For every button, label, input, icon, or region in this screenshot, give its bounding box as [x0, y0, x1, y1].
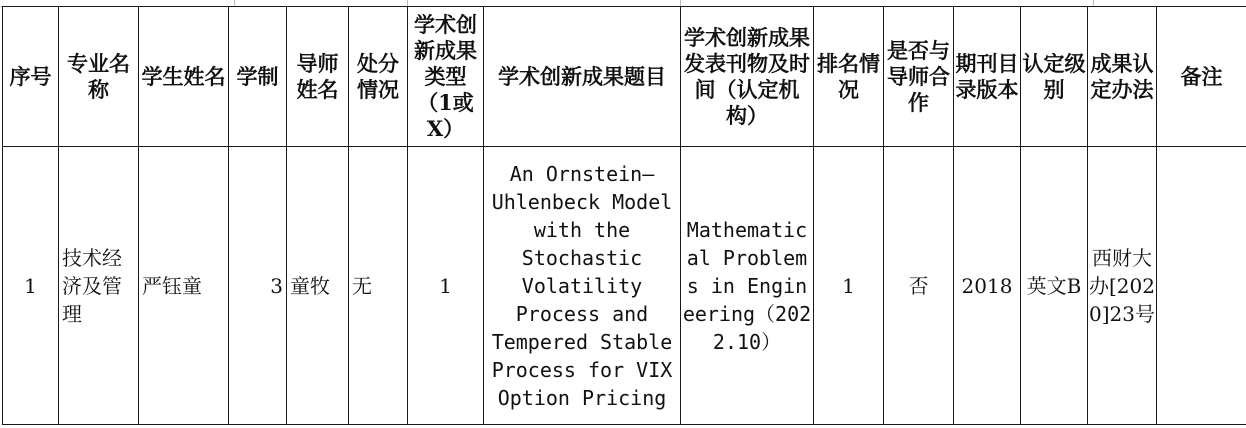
header-coauthor: 是否与导师合作 — [884, 7, 954, 147]
header-remark: 备注 — [1157, 7, 1246, 147]
cell-advisor: 童牧 — [287, 147, 349, 425]
cell-major: 技术经济及管理 — [59, 147, 139, 425]
cell-seq: 1 — [3, 147, 59, 425]
header-discipline: 处分情况 — [349, 7, 408, 147]
results-table — [2, 6, 1246, 425]
header-version: 期刊目录版本 — [954, 7, 1021, 147]
header-row — [3, 7, 1246, 147]
cell-remark — [1157, 147, 1246, 425]
header-duration: 学制 — [229, 7, 287, 147]
cell-method: 西财大办[2020]23号 — [1088, 147, 1157, 425]
cell-type: 1 — [408, 147, 484, 425]
cell-title: An Ornstein–Uhlenbeck Model with the Stochastic Volatility Process and Tempered Stable Process for VIX Option Pricing — [484, 147, 681, 425]
cell-discipline: 无 — [349, 147, 408, 425]
cell-student: 严钰童 — [139, 147, 229, 425]
header-rank: 排名情况 — [814, 7, 884, 147]
header-student: 学生姓名 — [139, 7, 229, 147]
header-title: 学术创新成果题目 — [484, 7, 681, 147]
cell-duration: 3 — [229, 147, 287, 425]
cell-coauthor: 否 — [884, 147, 954, 425]
header-seq: 序号 — [3, 7, 59, 147]
cell-journal: Mathematical Problems in Engineering（2022.10） — [681, 147, 814, 425]
header-level: 认定级别 — [1021, 7, 1088, 147]
cell-version: 2018 — [954, 147, 1021, 425]
header-advisor: 导师姓名 — [287, 7, 349, 147]
cell-level: 英文B — [1021, 147, 1088, 425]
header-method: 成果认定办法 — [1088, 7, 1157, 147]
header-major: 专业名称 — [59, 7, 139, 147]
header-type: 学术创新成果类型（1或X） — [408, 7, 484, 147]
header-journal: 学术创新成果发表刊物及时间（认定机构） — [681, 7, 814, 147]
cell-rank: 1 — [814, 147, 884, 425]
table-row — [3, 147, 1246, 425]
